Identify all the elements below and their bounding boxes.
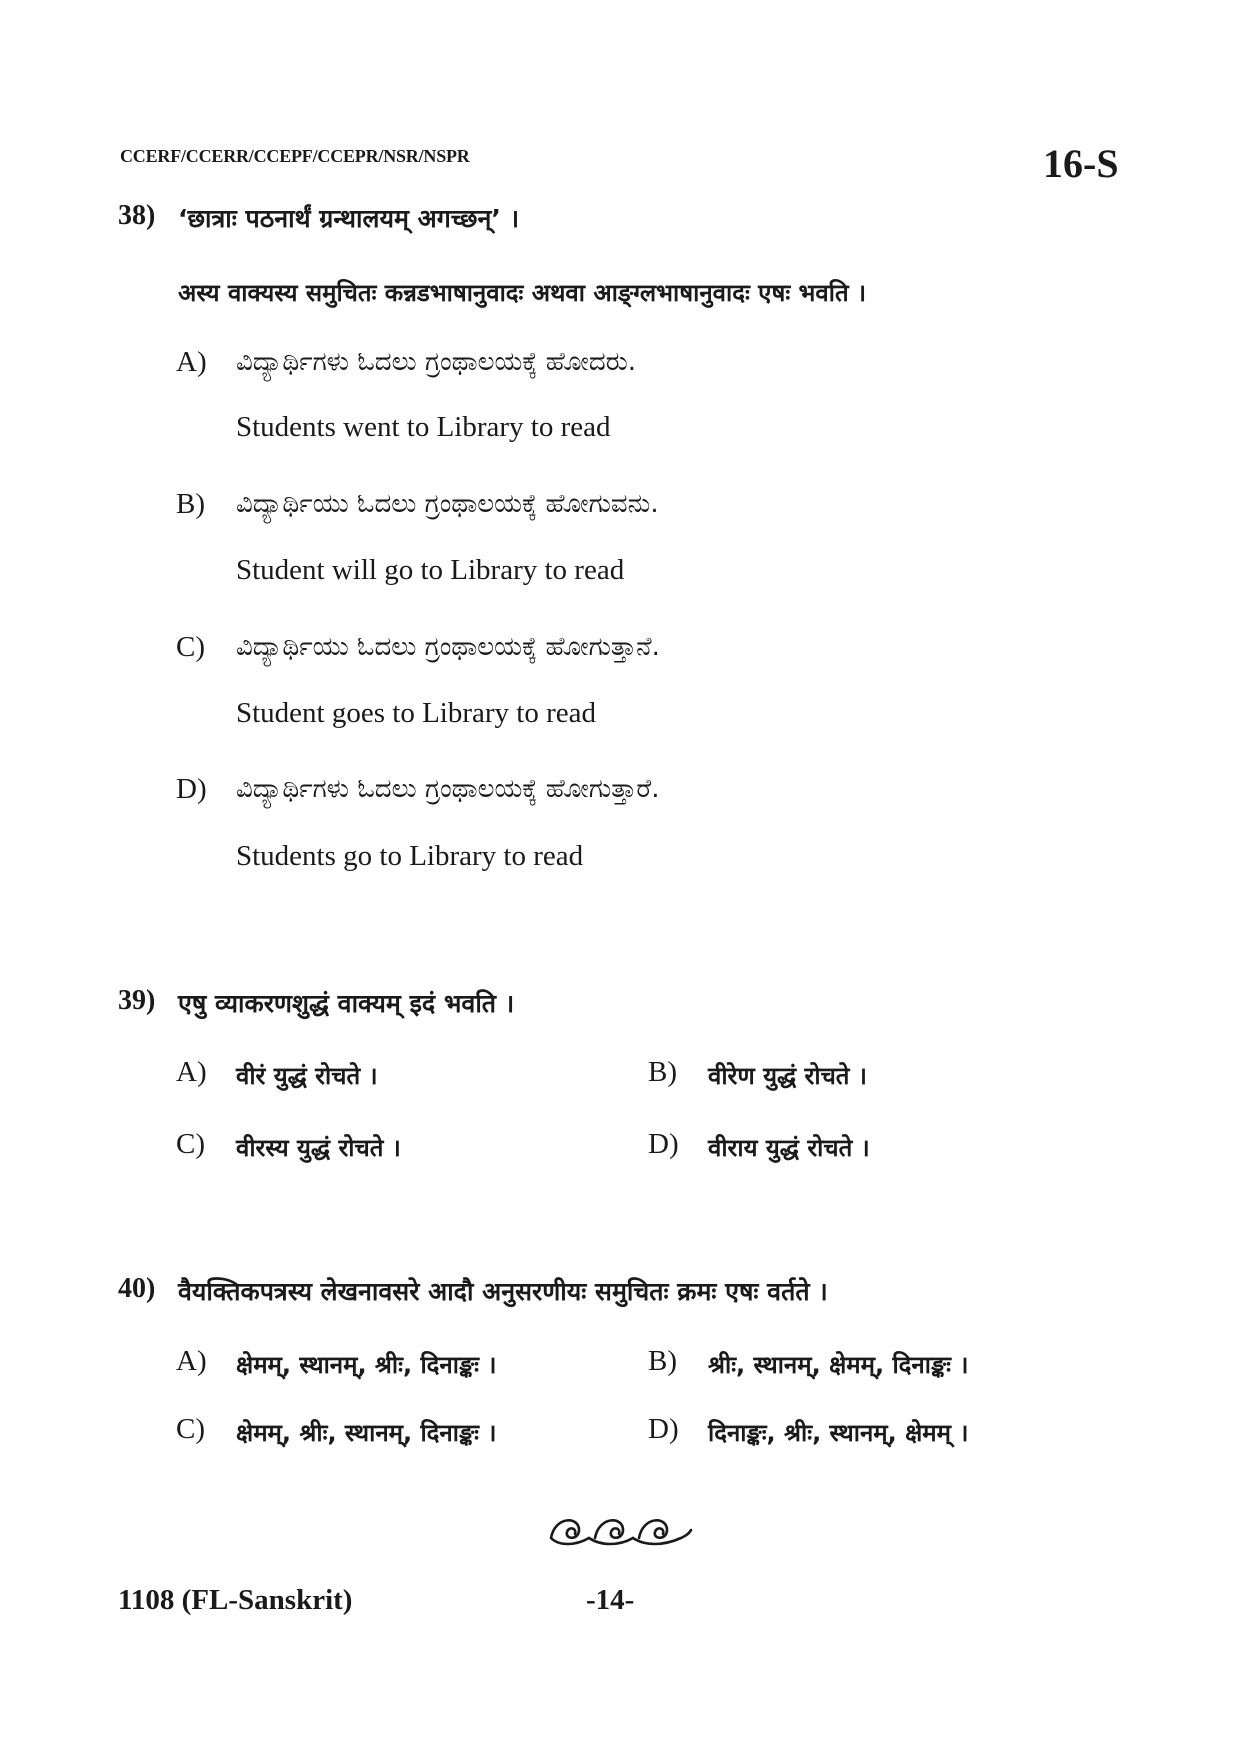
decorative-flourish-icon — [545, 1508, 695, 1557]
q40-option-c-text: क्षेमम्, श्रीः, स्थानम्, दिनाङ्कः । — [236, 1419, 497, 1447]
header-code: CCERF/CCERR/CCEPF/CCEPR/NSR/NSPR — [120, 146, 470, 166]
q40-option-d-label: D) — [648, 1413, 679, 1445]
q40-text: वैयक्तिकपत्रस्य लेखनावसरे आदौ अनुसरणीयः समुचितः क्रमः एषः वर्तते । — [178, 1277, 828, 1306]
q39-text: एषु व्याकरणशुद्धं वाक्यम् इदं भवति । — [178, 989, 515, 1018]
q39-option-d-text: वीराय युद्धं रोचते । — [708, 1134, 870, 1162]
page-code: 16-S — [1043, 141, 1119, 186]
q40-option-c-label: C) — [176, 1413, 205, 1445]
q40-option-a-label: A) — [176, 1345, 207, 1377]
q38-option-b-label: B) — [176, 488, 205, 520]
q39-option-c-label: C) — [176, 1128, 205, 1160]
q40-number: 40) — [118, 1273, 156, 1304]
footer-code: 1108 (FL-Sanskrit) — [118, 1584, 353, 1616]
q38-option-d-english: Students go to Library to read — [236, 840, 584, 872]
q39-number: 39) — [118, 985, 156, 1016]
q39-option-d-label: D) — [648, 1128, 679, 1160]
q39-option-a-label: A) — [176, 1056, 207, 1088]
q38-option-a-english: Students went to Library to read — [236, 411, 611, 443]
q38-option-b-kannada: ವಿದ್ಯಾರ್ಥಿಯು ಓದಲು ಗ್ರಂಥಾಲಯಕ್ಕೆ ಹೋಗುವನು. — [236, 489, 659, 519]
q39-option-a-text: वीरं युद्धं रोचते । — [236, 1062, 378, 1090]
q39-option-b-label: B) — [648, 1056, 677, 1088]
q38-option-c-label: C) — [176, 631, 205, 663]
q38-option-b-english: Student will go to Library to read — [236, 554, 625, 586]
q38-option-a-label: A) — [176, 346, 207, 378]
q38-number: 38) — [118, 200, 156, 231]
q40-option-b-text: श्रीः, स्थानम्, क्षेमम्, दिनाङ्कः । — [708, 1351, 969, 1379]
q40-option-b-label: B) — [648, 1345, 677, 1377]
q38-option-c-english: Student goes to Library to read — [236, 697, 596, 729]
q38-instruction: अस्य वाक्यस्य समुचितः कन्नडभाषानुवादः अथवा आङ्ग्लभाषानुवादः एषः भवति । — [178, 279, 867, 307]
q40-option-a-text: क्षेमम्, स्थानम्, श्रीः, दिनाङ्कः । — [236, 1351, 497, 1379]
q39-option-c-text: वीरस्य युद्धं रोचते । — [236, 1134, 401, 1162]
q38-option-a-kannada: ವಿದ್ಯಾರ್ಥಿಗಳು ಓದಲು ಗ್ರಂಥಾಲಯಕ್ಕೆ ಹೋದರು. — [236, 347, 636, 377]
q38-option-d-kannada: ವಿದ್ಯಾರ್ಥಿಗಳು ಓದಲು ಗ್ರಂಥಾಲಯಕ್ಕೆ ಹೋಗುತ್ತಾರೆ. — [236, 774, 660, 804]
q39-option-b-text: वीरेण युद्धं रोचते । — [708, 1062, 867, 1090]
q38-option-d-label: D) — [176, 773, 207, 805]
q38-text: ‘छात्राः पठनार्थं ग्रन्थालयम् अगच्छन्’ । — [178, 204, 520, 233]
footer-page-number: -14- — [586, 1584, 635, 1616]
q40-option-d-text: दिनाङ्कः, श्रीः, स्थानम्, क्षेमम् । — [708, 1419, 969, 1447]
q38-option-c-kannada: ವಿದ್ಯಾರ್ಥಿಯು ಓದಲು ಗ್ರಂಥಾಲಯಕ್ಕೆ ಹೋಗುತ್ತಾನೆ. — [236, 632, 660, 662]
